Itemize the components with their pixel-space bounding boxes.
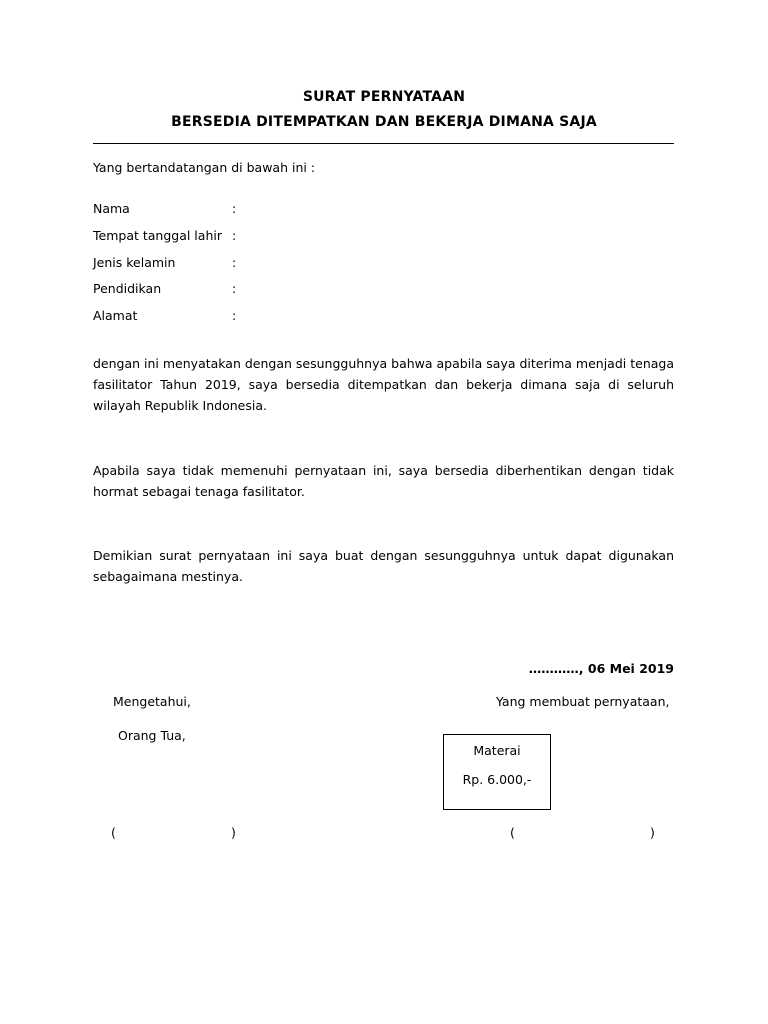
field-colon: : (232, 255, 237, 270)
acknowledged-heading: Mengetahui, (113, 694, 191, 709)
field-label-alamat: Alamat (93, 308, 138, 323)
field-label-jenis-kelamin: Jenis kelamin (93, 255, 176, 270)
statement-paragraph-1: dengan ini menyatakan dengan sesungguhnya bahwa apabila saya diterima menjadi tenaga fasilitator Tahun 2019, saya bersedia ditempatkan dan bekerja dimana saja di seluruh wilayah Republik Indonesia. (93, 356, 674, 413)
signature-open-paren-right: ( (510, 825, 515, 840)
field-label-pendidikan: Pendidikan (93, 281, 162, 296)
field-colon: : (232, 228, 237, 243)
field-label-tempat-tanggal-lahir: Tempat tanggal lahir (93, 228, 222, 243)
parent-role-label: Orang Tua, (118, 728, 186, 743)
field-colon: : (232, 201, 237, 216)
intro-text: Yang bertandatangan di bawah ini : (93, 160, 316, 175)
stamp-duty-box (443, 734, 551, 810)
signature-close-paren-left: ) (231, 825, 236, 840)
signature-open-paren-left: ( (111, 825, 116, 840)
stamp-label: Materai (473, 743, 521, 758)
document-title: SURAT PERNYATAAN (302, 89, 466, 105)
statement-paragraph-2: Apabila saya tidak memenuhi pernyataan ini, saya bersedia diberhentikan dengan tidak hormat sebagai tenaga fasilitator. (93, 463, 674, 499)
signature-close-paren-right: ) (650, 825, 655, 840)
field-colon: : (232, 281, 237, 296)
date-line: …………, 06 Mei 2019 (528, 661, 674, 676)
stamp-value: Rp. 6.000,- (462, 772, 532, 787)
statement-paragraph-3: Demikian surat pernyataan ini saya buat dengan sesungguhnya untuk dapat digunakan sebagaimana mestinya. (93, 548, 674, 584)
field-label-nama: Nama (93, 201, 130, 216)
field-colon: : (232, 308, 237, 323)
document-subtitle: BERSEDIA DITEMPATKAN DAN BEKERJA DIMANA SAJA (171, 114, 597, 130)
title-divider (93, 143, 674, 144)
declarant-heading: Yang membuat pernyataan, (496, 694, 670, 709)
